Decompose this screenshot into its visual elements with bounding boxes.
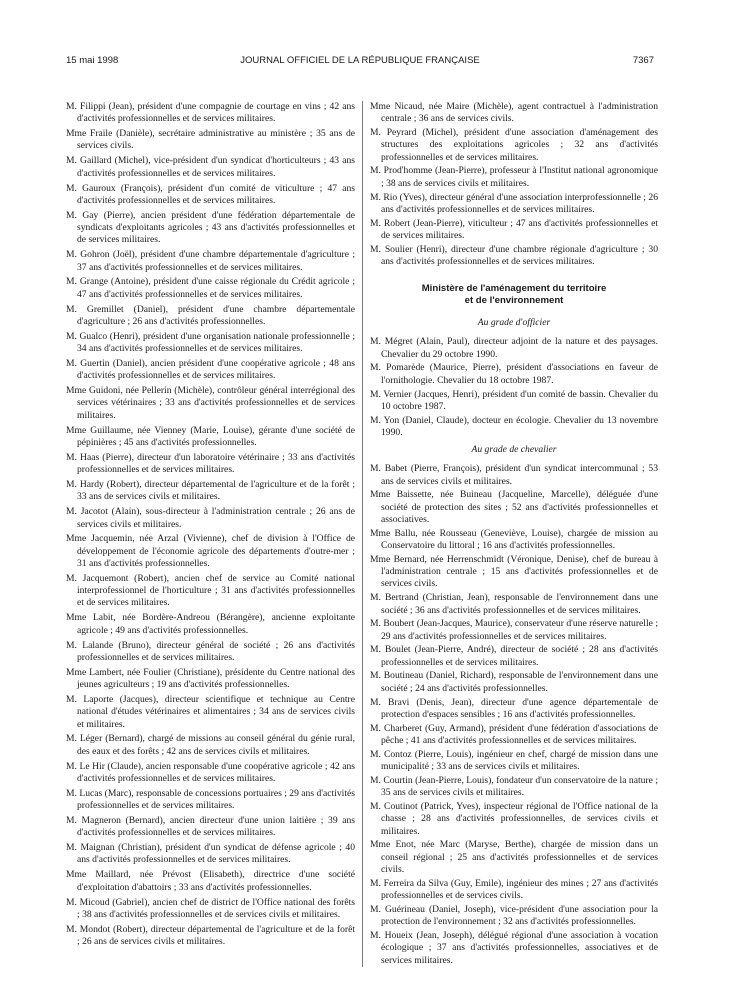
list-item: M. Prod'homme (Jean-Pierre), professeur à l'Institut national agronomique ; 38 ans de services civils et militaires. — [370, 165, 658, 189]
list-item: M. Jacquemont (Robert), ancien chef de service au Comité national interprofessionnel de l'horticulture ; 31 ans d'activités professionnelles et de services militaires. — [66, 572, 355, 609]
ministry-heading — [370, 283, 658, 307]
publication-date: 15 mai 1998 — [66, 55, 119, 66]
right-top-list — [370, 101, 658, 268]
list-item: Mme Nicaud, née Maire (Michèle), agent contractuel à l'administration centrale ; 36 ans de services civils. — [370, 101, 658, 125]
list-item: Mme Guidoni, née Pellerin (Michèle), contrôleur général interrégional des services vétérinaires ; 33 ans d'activités professionnelles et de services militaires. — [66, 385, 355, 421]
list-item: M. Gohron (Joël), président d'une chambre départementale d'agriculture ; 37 ans d'activités professionnelles et de services militaires. — [66, 249, 355, 273]
list-item: M. Filippi (Jean), président d'une compagnie de courtage en vins ; 42 ans d'activités professionnelles et de services militaires. — [66, 101, 355, 125]
list-item: M. Charberet (Guy, Armand), président d'une fédération d'associations de pêche ; 41 ans d'activités professionnelles et de services militaires. — [370, 722, 658, 746]
right-column — [370, 101, 658, 968]
list-item: Mme Labit, née Bordère-Andreou (Bérangère), ancienne exploitante agricole ; 49 ans d'activités professionnelles. — [66, 612, 355, 636]
list-item: Mme Bernard, née Herrenschmidt (Véronique, Denise), chef de bureau à l'administration centrale ; 15 ans d'activités professionnelles et de services civils. — [370, 553, 658, 590]
list-item: M. Pomarède (Maurice, Pierre), président d'associations en faveur de l'ornithologie. Chevalier du 18 octobre 1987. — [370, 362, 658, 386]
list-item: M. Bertrand (Christian, Jean), responsable de l'environnement dans une société ; 36 ans d'activités professionnelles et de services militaires. — [370, 592, 658, 616]
list-item: M. Courtin (Jean-Pierre, Louis), fondateur d'un conservatoire de la nature ; 35 ans de services civils et militaires. — [370, 774, 658, 799]
list-item: M. Grange (Antoine), président d'une caisse régionale du Crédit agricole ; 47 ans d'activités professionnelles et de services militaires. — [66, 276, 355, 300]
list-item: M. Boubert (Jean-Jacques, Maurice), conservateur d'une réserve naturelle ; 29 ans d'activités professionnelles et de services militaires. — [370, 618, 658, 642]
list-item: M. Gaillard (Michel), vice-président d'un syndicat d'horticulteurs ; 43 ans d'activités professionnelles et de services militaires. — [66, 155, 355, 179]
grade-officier-heading: Au grade d'officier — [477, 317, 551, 329]
list-item: M. Micoud (Gabriel), ancien chef de district de l'Office national des forêts ; 38 ans d'activités professionnelles et de services civils et militaires. — [66, 896, 355, 920]
column-divider — [362, 101, 363, 967]
list-item: M. Haas (Pierre), directeur d'un laboratoire vétérinaire ; 33 ans d'activités professionnelles et de services militaires. — [66, 451, 355, 476]
list-item: M. Yon (Daniel, Claude), docteur en écologie. Chevalier du 13 novembre 1990. — [370, 414, 658, 438]
list-item: M. Jacotot (Alain), sous-directeur à l'administration centrale ; 26 ans de services civils et militaires. — [66, 506, 355, 530]
list-item: M. Ferreira da Silva (Guy, Emile), ingénieur des mines ; 27 ans d'activités professionnelles et de services civils. — [370, 877, 658, 902]
list-item: M. Mondot (Robert), directeur départemental de l'agriculture et de la forêt ; 26 ans de services civils et militaires. — [66, 923, 355, 948]
list-item: M. Boutineau (Daniel, Richard), responsable de l'environnement dans une société ; 24 ans d'activités professionnelles. — [370, 670, 658, 694]
list-item: Mme Baissette, née Buineau (Jacqueline, Marcelle), déléguée d'une société de protection des sites ; 52 ans d'activités professionnelles et associatives. — [370, 489, 658, 525]
list-item: M. Lucas (Marc), responsable de concessions portuaires ; 29 ans d'activités professionnelles et de services militaires. — [66, 787, 355, 812]
chevalier-list — [370, 463, 658, 967]
journal-title: JOURNAL OFFICIEL DE LA RÉPUBLIQUE FRANÇAISE — [240, 55, 480, 66]
list-item: M. Gay (Pierre), ancien président d'une fédération départementale de syndicats d'exploitants agricoles ; 43 ans d'activités professionnelles et de services militaires. — [66, 209, 355, 246]
page-number: 7367 — [632, 55, 654, 66]
list-item: M. Vernier (Jacques, Henri), président d'un comité de bassin. Chevalier du 10 octobre 1987. — [370, 388, 658, 412]
list-item: M. Le Hir (Claude), ancien responsable d'une coopérative agricole ; 42 ans d'activités professionnelles et de services militaires. — [66, 760, 355, 784]
left-column — [66, 101, 355, 951]
list-item: M. Gauroux (François), président d'un comité de viticulture ; 47 ans d'activités professionnelles et de services militaires. — [66, 182, 355, 206]
list-item: M. Boulet (Jean-Pierre, André), directeur de société ; 28 ans d'activités professionnelles et de services militaires. — [370, 644, 658, 668]
ministry-heading-line1: Ministère de l'aménagement du territoire — [421, 283, 607, 295]
list-item: M. Guertin (Daniel), ancien président d'une coopérative agricole ; 48 ans d'activités professionnelles et de services militaires. — [66, 357, 355, 382]
grade-chevalier-heading: Au grade de chevalier — [471, 444, 557, 456]
list-item: M. Gualco (Henri), président d'une organisation nationale professionnelle ; 34 ans d'activités professionnelles et de services militaires. — [66, 330, 355, 355]
page-header — [66, 55, 654, 69]
list-item: M. Coutinot (Patrick, Yves), inspecteur régional de l'Office national de la chasse ; 28 ans d'activités professionnelles, de services civils et militaires. — [370, 800, 658, 837]
list-item: M. Contoz (Pierre, Louis), ingénieur en chef, chargé de mission dans une municipalité ; 33 ans de services civils et militaires. — [370, 748, 658, 773]
list-item: M. Laporte (Jacques), directeur scientifique et technique au Centre national d'études vétérinaires et alimentaires ; 34 ans de services civils et militaires. — [66, 693, 355, 730]
list-item: M. Maignan (Christian), président d'un syndicat de défense agricole ; 40 ans d'activités professionnelles et de services militaires. — [66, 842, 355, 866]
list-item: M. Guérineau (Daniel, Joseph), vice-président d'une association pour la protection de l'environnement ; 32 ans d'activités professionnelles. — [370, 903, 658, 928]
list-item: M. Hardy (Robert), directeur départemental de l'agriculture et de la forêt ; 33 ans de services civils et militaires. — [66, 479, 355, 503]
list-item: M. Mégret (Alain, Paul), directeur adjoint de la nature et des paysages. Chevalier du 29 octobre 1990. — [370, 336, 658, 360]
list-item: M. Gremillet (Daniel), président d'une chambre départementale d'agriculture ; 26 ans d'activités professionnelles. — [66, 303, 355, 327]
list-item: M. Robert (Jean-Pierre), viticulteur ; 47 ans d'activités professionnelles et de services militaires. — [370, 217, 658, 241]
list-item: M. Peyrard (Michel), président d'une association d'aménagement des structures des exploitations agricoles ; 32 ans d'activités professionnelles et de services militaires. — [370, 127, 658, 163]
list-item: M. Léger (Bernard), chargé de missions au conseil général du génie rural, des eaux et des forêts ; 42 ans de services civils et militaires. — [66, 733, 355, 757]
list-item: Mme Fraile (Danièle), secrétaire administrative au ministère ; 35 ans de services civils. — [66, 128, 355, 152]
list-item: Mme Jacquemin, née Arzal (Vivienne), chef de division à l'Office de développement de l'économie agricole des départements d'outre-mer ; 31 ans d'activités professionnelles. — [66, 533, 355, 569]
list-item: M. Magneron (Bernard), ancien directeur d'une union laitière ; 39 ans d'activités professionnelles et de services militaires. — [66, 814, 355, 839]
list-item: Mme Lambert, née Foulier (Christiane), présidente du Centre national des jeunes agriculteurs ; 19 ans d'activités professionnelles. — [66, 666, 355, 691]
list-item: M. Soulier (Henri), directeur d'une chambre régionale d'agriculture ; 30 ans d'activités professionnelles et de services militaires. — [370, 243, 658, 268]
list-item: M. Bravi (Denis, Jean), directeur d'une agence départementale de protection d'espaces sensibles ; 16 ans d'activités professionnelles. — [370, 696, 658, 720]
officier-list — [370, 336, 658, 439]
list-item: M. Rio (Yves), directeur général d'une association interprofessionnelle ; 26 ans d'activités professionnelles et de services militaires. — [370, 191, 658, 215]
ministry-heading-line2: et de l'environnement — [464, 295, 564, 307]
list-item: Mme Guillaume, née Vienney (Marie, Louise), gérante d'une société de pépinières ; 45 ans d'activités professionnelles. — [66, 424, 355, 448]
list-item: Mme Enot, née Marc (Maryse, Berthe), chargée de mission dans un conseil régional ; 25 ans d'activités professionnelles et de services civils. — [370, 839, 658, 875]
list-item: Mme Ballu, née Rousseau (Geneviève, Louise), chargée de mission au Conservatoire du littoral ; 16 ans d'activités professionnelles. — [370, 527, 658, 552]
list-item: M. Houeix (Jean, Joseph), délégué régional d'une association à vocation écologique ; 37 ans d'activités professionnelles, associatives et de services militaires. — [370, 929, 658, 966]
list-item: M. Babet (Pierre, François), président d'un syndicat intercommunal ; 53 ans de services civils et militaires. — [370, 463, 658, 487]
list-item: M. Lalande (Bruno), directeur général de société ; 26 ans d'activités professionnelles et de services militaires. — [66, 639, 355, 663]
list-item: Mme Maillard, née Prévost (Elisabeth), directrice d'une société d'exploitation d'abattoirs ; 33 ans d'activités professionnelles. — [66, 869, 355, 893]
